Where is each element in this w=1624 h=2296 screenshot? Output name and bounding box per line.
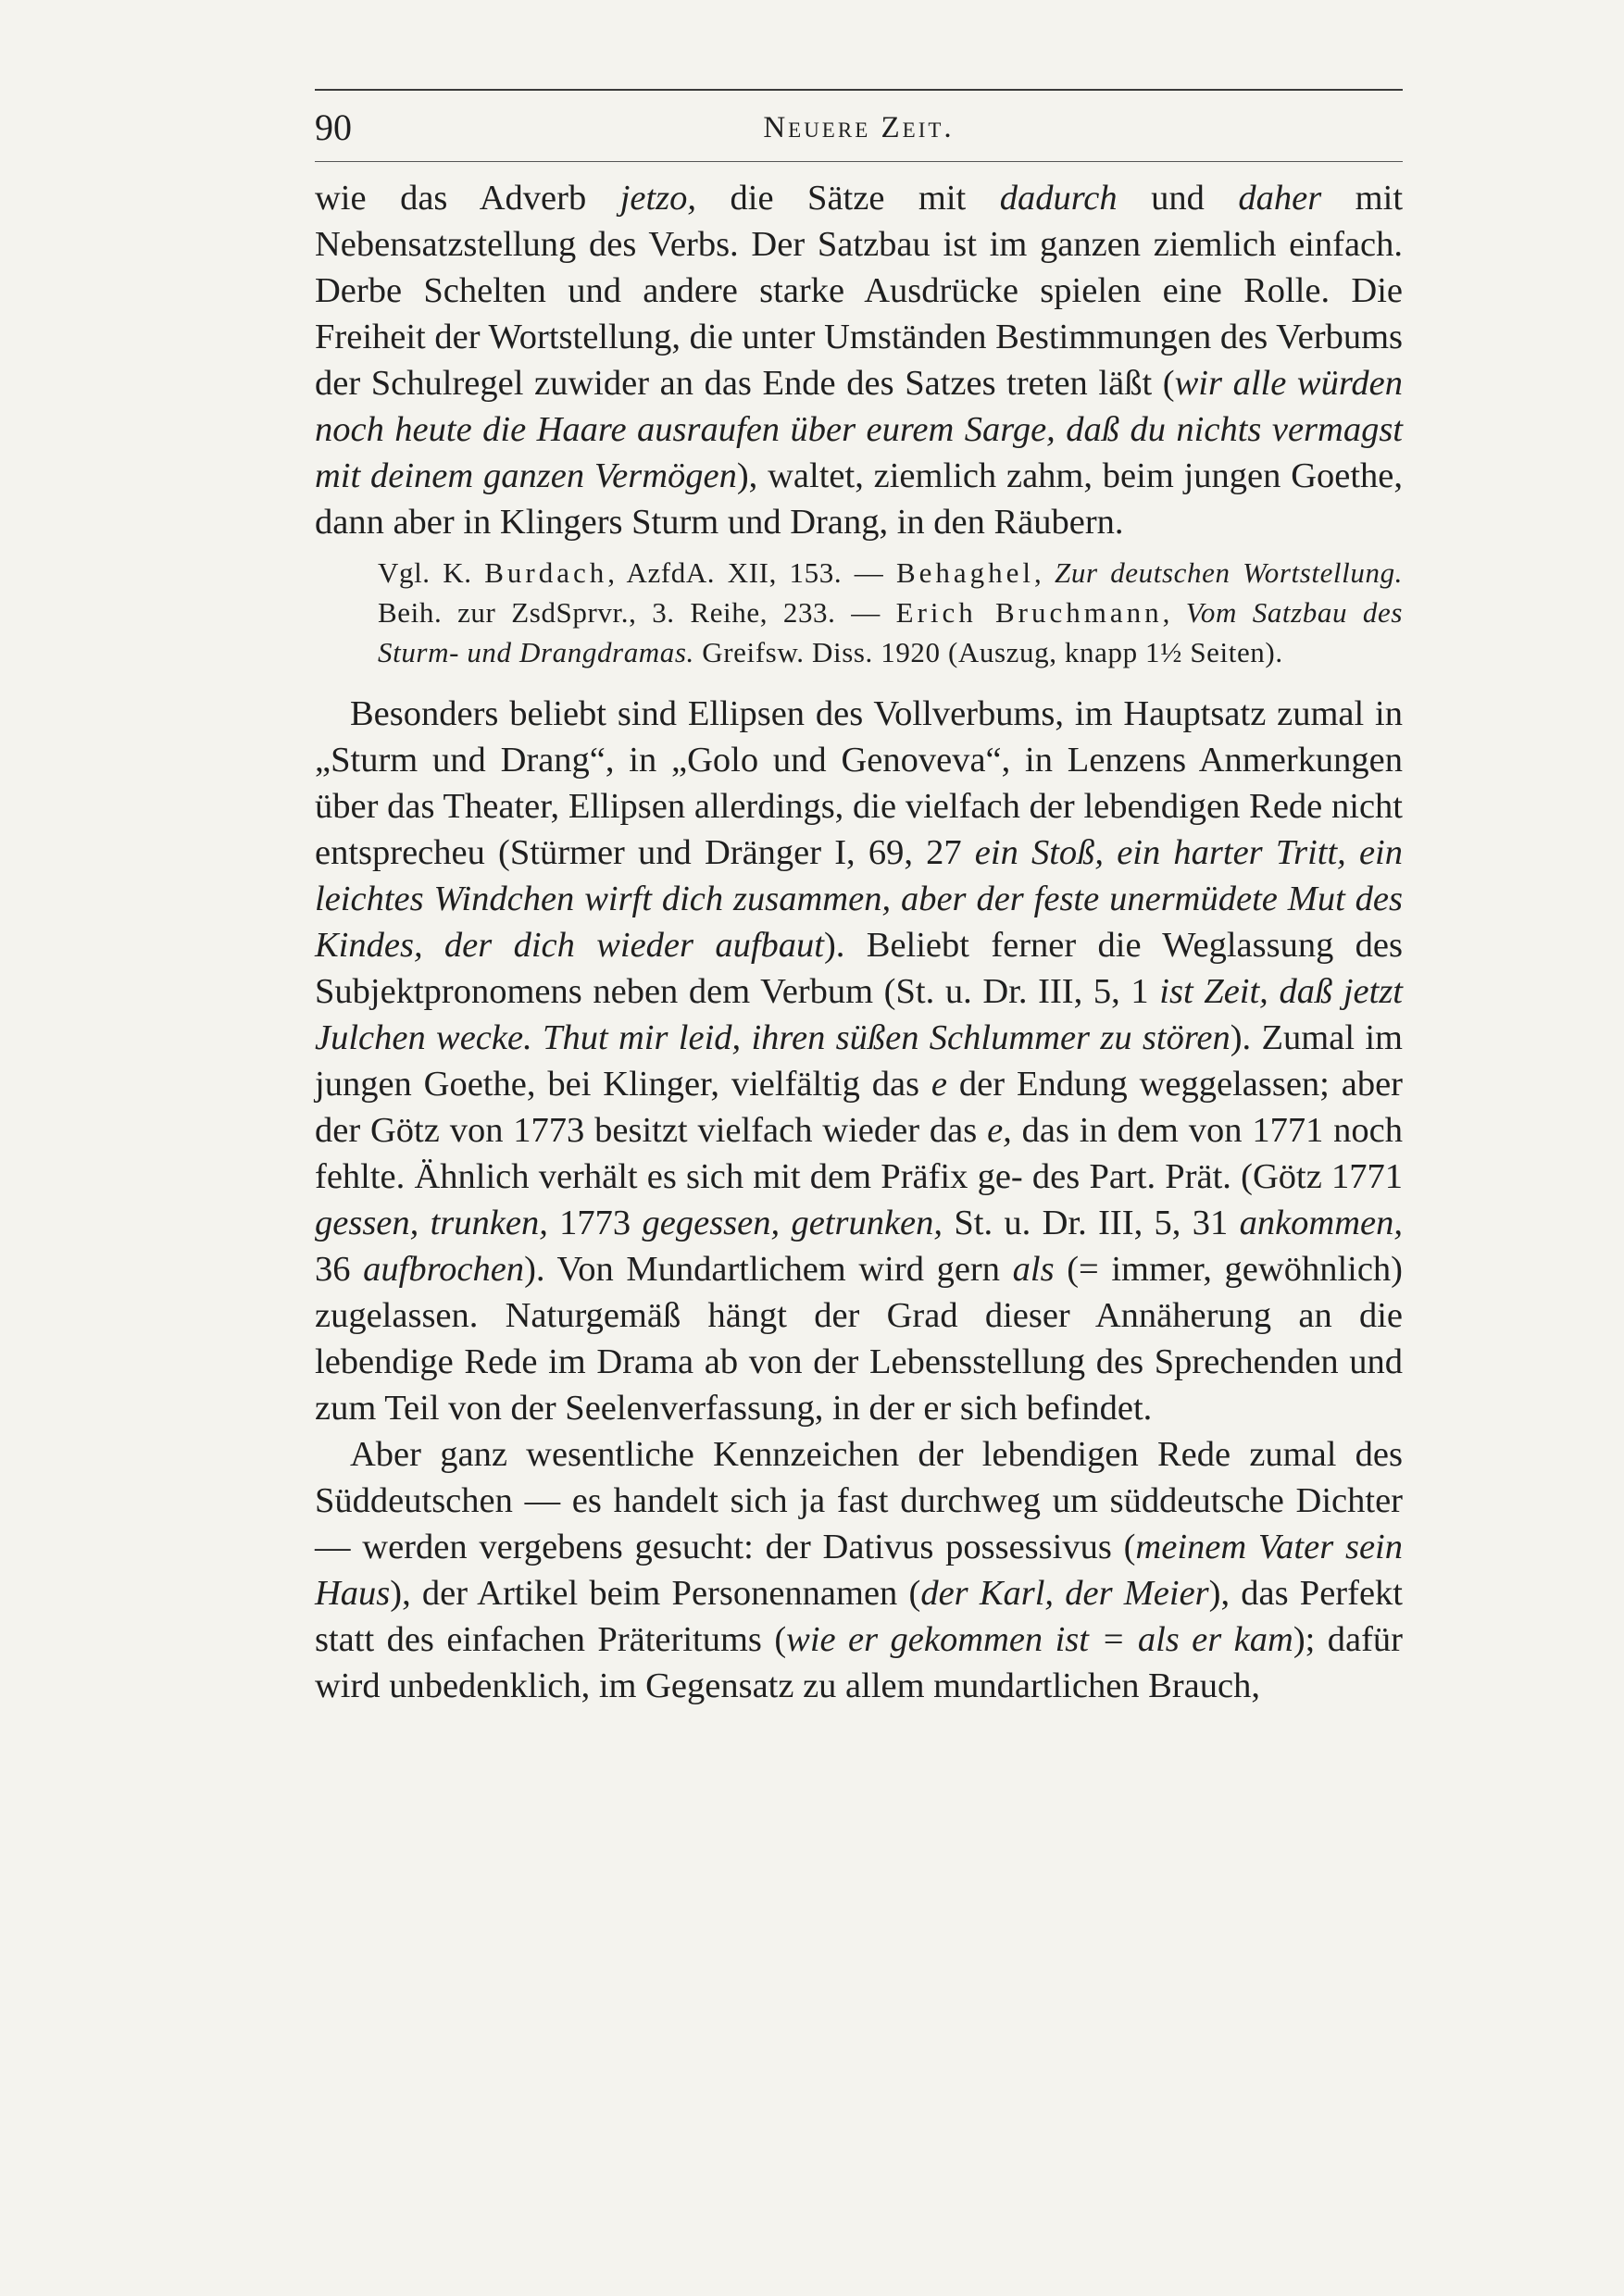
paragraph-3 (315, 1431, 1403, 1709)
text-run: St. u. Dr. III, 5, 31 (943, 1204, 1240, 1242)
text-run: ), der Artikel beim Personennamen ( (390, 1574, 921, 1613)
header-rule-top (315, 89, 1403, 91)
italic-run: dadurch (999, 179, 1118, 218)
italic-run: gegessen, getrunken, (642, 1204, 943, 1242)
paragraph-1 (315, 175, 1403, 545)
text-run: , AzfdA. XII, 153. — (607, 556, 896, 589)
text-run: , (1162, 596, 1186, 629)
italic-run: ein Stoß, ein harter Tritt, ein leichtes Windchen wirft dich zusammen, aber der feste unermüdete Mut des Kindes, der dich wieder aufbaut (315, 833, 1403, 965)
text-run: , (1034, 556, 1055, 589)
text-run: ). Beliebt ferner die Weglassung des Subjektpronomens neben dem Verbum (St. u. Dr. III, 5, 1 (315, 926, 1403, 1011)
running-title: Neuere Zeit. (763, 111, 955, 144)
text-run: 36 (315, 1250, 364, 1289)
text-run: die Sätze mit (696, 179, 1000, 218)
page-number: 90 (315, 106, 352, 148)
text-run: mit Nebensatzstellung des Verbs. Der Satzbau ist im ganzen ziemlich einfach. Derbe Schelten und andere starke Ausdrücke spielen eine Rolle. Die Freiheit der Wortstellung, die unter Umständen Bestimmungen des Verbums der Schulregel zuwider an das Ende des Satzes treten läßt ( (315, 179, 1404, 403)
italic-run: ankommen, (1239, 1204, 1403, 1242)
italic-run: daher (1238, 179, 1322, 218)
text-run: ), waltet, ziemlich zahm, beim jungen Goethe, dann aber in Klingers Sturm und Drang, in den Räubern. (315, 456, 1404, 542)
text-run: Besonders beliebt sind Ellipsen des Vollverbums, im Hauptsatz zumal in „Sturm und Drang“, in „Golo und Genoveva“, in Lenzens Anmerkungen über das Theater, Ellipsen allerdings, die vielfach der lebendigen Rede nicht entsprecheu (Stürmer und Dränger I, 69, 27 (315, 694, 1403, 872)
text-run: Greifsw. Diss. 1920 (Auszug, knapp 1½ Seiten). (693, 636, 1283, 668)
text-run: 1773 (547, 1204, 643, 1242)
text-run: der Endung weggelassen; aber der Götz von 1773 besitzt vielfach wieder das (315, 1065, 1403, 1150)
spaced-name: Behaghel (895, 556, 1035, 589)
italic-run: Vom Satzbau des Sturm- und Drangdramas. (378, 596, 1404, 668)
italic-run: jetzo, (619, 179, 697, 218)
text-run: ). Von Mundartlichem wird gern (524, 1250, 1013, 1289)
page-header (315, 104, 1403, 161)
italic-run: e, (987, 1111, 1012, 1150)
italic-run: gessen, trunken, (315, 1204, 548, 1242)
italic-run: der Karl, der Meier (920, 1574, 1209, 1613)
text-run: ). Zumal im jungen Goethe, bei Klinger, vielfältig das (315, 1018, 1403, 1104)
italic-run: wir alle würden noch heute die Haare ausraufen über eurem Sarge, daß du nichts vermagst mit deinem ganzen Vermögen (315, 364, 1403, 495)
italic-run: e (931, 1065, 948, 1104)
spaced-name: Burdach (484, 556, 608, 589)
text-run: Vgl. K. (378, 556, 485, 589)
italic-run: wie er gekommen ist = als er kam (786, 1620, 1293, 1659)
spaced-name: Erich Bruchmann (895, 596, 1163, 629)
text-run: und (1117, 179, 1239, 218)
italic-run: aufbrochen (363, 1250, 525, 1289)
italic-run: meinem Vater sein Haus (315, 1528, 1404, 1613)
reference-note (378, 553, 1403, 672)
text-run: Beih. zur ZsdSprvr., 3. Reihe, 233. — (378, 596, 896, 629)
paragraph-2 (315, 691, 1403, 1431)
header-rule-bottom (315, 161, 1403, 162)
italic-run: als (1012, 1250, 1055, 1289)
italic-run: Zur deutschen Wortstellung. (1055, 556, 1404, 589)
text-run: wie das Adverb (315, 179, 620, 218)
text-run: ), das Perfekt statt des einfachen Präteritums ( (315, 1574, 1403, 1659)
italic-run: ist Zeit, daß jetzt Julchen wecke. Thut mir leid, ihren süßen Schlummer zu stören (315, 972, 1403, 1057)
text-run: ); dafür wird unbedenklich, im Gegensatz zu allem mundartlichen Brauch, (315, 1620, 1404, 1705)
text-run: das in dem von 1771 noch fehlte. Ähnlich verhält es sich mit dem Präfix ge- des Part. Prät. (Götz 1771 (315, 1111, 1403, 1196)
text-run: Aber ganz wesentliche Kennzeichen der lebendigen Rede zumal des Süddeutschen — es handelt sich ja fast durchweg um süddeutsche Dichter — werden vergebens gesucht: der Dativus possessivus ( (315, 1435, 1403, 1566)
text-run: (= immer, gewöhnlich) zugelassen. Naturgemäß hängt der Grad dieser Annäherung an die lebendige Rede im Drama ab von der Lebensstellung des Sprechenden und zum Teil von der Seelenverfassung, in der er sich befindet. (315, 1250, 1403, 1428)
book-page (315, 89, 1403, 1709)
